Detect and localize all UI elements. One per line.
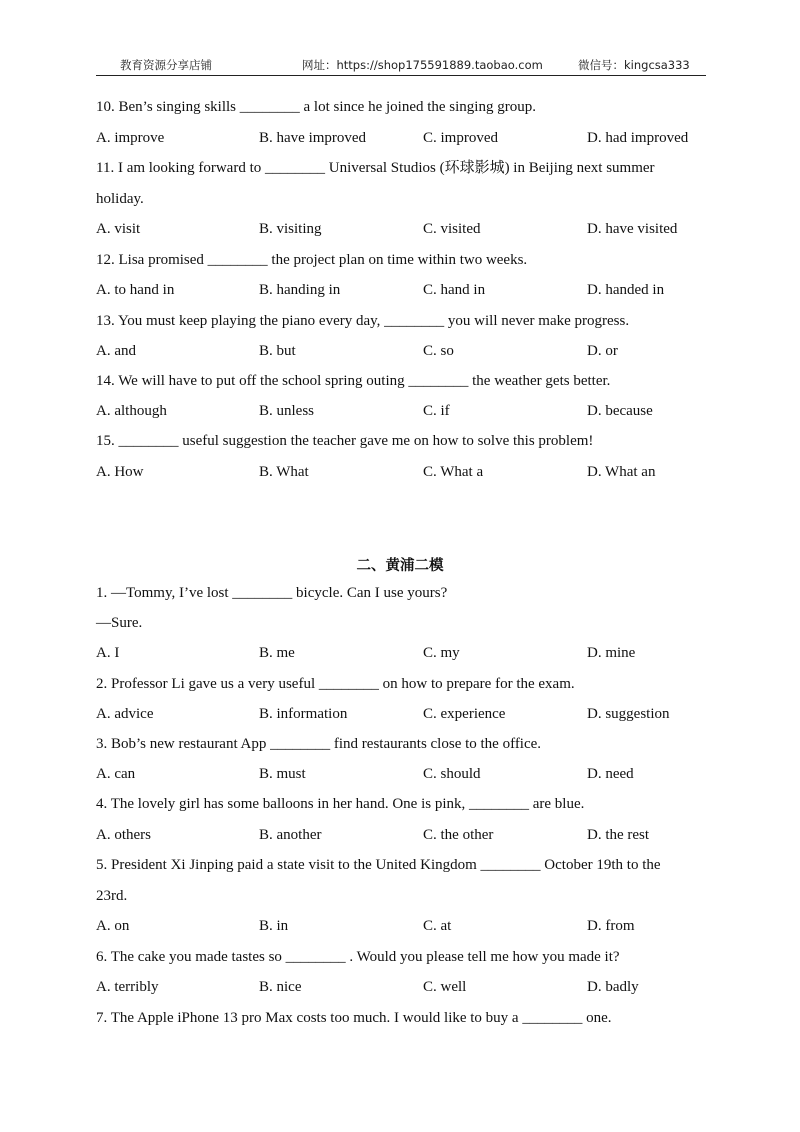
q4-option-b: B. another bbox=[259, 827, 322, 843]
section-title: 二、黄浦二模 bbox=[356, 558, 444, 574]
q5-option-d: D. from bbox=[587, 918, 635, 934]
question-12: 12. Lisa promised ________ the project plan on time within two weeks. bbox=[96, 252, 528, 268]
question-7: 7. The Apple iPhone 13 pro Max costs too much. I would like to buy a ________ one. bbox=[96, 1010, 612, 1026]
q13-option-c: C. so bbox=[423, 343, 454, 359]
q3-option-d: D. need bbox=[587, 766, 634, 782]
q14-option-a: A. although bbox=[96, 403, 167, 419]
q6-option-d: D. badly bbox=[587, 979, 639, 995]
question-3: 3. Bob’s new restaurant App ________ find restaurants close to the office. bbox=[96, 736, 542, 752]
question-13: 13. You must keep playing the piano every day, ________ you will never make progress. bbox=[96, 313, 630, 329]
question-5: 5. President Xi Jinping paid a state visit to the United Kingdom ________ October 19th to the bbox=[96, 857, 661, 873]
q6-option-c: C. well bbox=[423, 979, 467, 995]
q10-option-a: A. improve bbox=[96, 130, 165, 146]
q10-option-c: C. improved bbox=[423, 130, 498, 146]
q13-option-a: A. and bbox=[96, 343, 136, 359]
q2-option-a: A. advice bbox=[96, 706, 154, 722]
q12-option-b: B. handing in bbox=[259, 282, 341, 298]
q10-option-b: B. have improved bbox=[259, 130, 367, 146]
q2-option-d: D. suggestion bbox=[587, 706, 670, 722]
q2-option-c: C. experience bbox=[423, 706, 506, 722]
q11-option-d: D. have visited bbox=[587, 221, 678, 237]
header-website: 网址：https://shop175591889.taobao.com bbox=[302, 58, 543, 72]
q12-option-d: D. handed in bbox=[587, 282, 665, 298]
q10-option-d: D. had improved bbox=[587, 130, 689, 146]
question-4: 4. The lovely girl has some balloons in her hand. One is pink, ________ are blue. bbox=[96, 796, 585, 812]
q1-option-c: C. my bbox=[423, 645, 460, 661]
question-11-continued: holiday. bbox=[96, 191, 144, 207]
question-1: 1. —Tommy, I’ve lost ________ bicycle. Can I use yours? bbox=[96, 585, 448, 601]
question-11: 11. I am looking forward to ________ Universal Studios (环球影城) in Beijing next summer bbox=[96, 160, 655, 176]
q4-option-a: A. others bbox=[96, 827, 151, 843]
q15-option-c: C. What a bbox=[423, 464, 484, 480]
q15-option-d: D. What an bbox=[587, 464, 656, 480]
question-2: 2. Professor Li gave us a very useful ________ on how to prepare for the exam. bbox=[96, 676, 575, 692]
q6-option-a: A. terribly bbox=[96, 979, 159, 995]
question-15: 15. ________ useful suggestion the teacher gave me on how to solve this problem! bbox=[96, 433, 594, 449]
q1-option-d: D. mine bbox=[587, 645, 636, 661]
q11-option-a: A. visit bbox=[96, 221, 141, 237]
q2-option-b: B. information bbox=[259, 706, 348, 722]
q3-option-a: A. can bbox=[96, 766, 136, 782]
q13-option-d: D. or bbox=[587, 343, 618, 359]
q12-option-c: C. hand in bbox=[423, 282, 486, 298]
header-wechat: 微信号：kingcsa333 bbox=[578, 58, 690, 72]
q4-option-d: D. the rest bbox=[587, 827, 650, 843]
q14-option-c: C. if bbox=[423, 403, 450, 419]
q5-option-c: C. at bbox=[423, 918, 452, 934]
question-5-continued: 23rd. bbox=[96, 888, 128, 904]
q4-option-c: C. the other bbox=[423, 827, 494, 843]
q15-option-b: B. What bbox=[259, 464, 309, 480]
q6-option-b: B. nice bbox=[259, 979, 302, 995]
question-14: 14. We will have to put off the school spring outing ________ the weather gets better. bbox=[96, 373, 611, 389]
question-6: 6. The cake you made tastes so ________ . Would you please tell me how you made it? bbox=[96, 949, 620, 965]
q3-option-c: C. should bbox=[423, 766, 481, 782]
q1-option-a: A. I bbox=[96, 645, 120, 661]
header-shop-name: 教育资源分享店铺 bbox=[120, 58, 212, 72]
question-10: 10. Ben’s singing skills ________ a lot since he joined the singing group. bbox=[96, 99, 536, 115]
q11-option-b: B. visiting bbox=[259, 221, 322, 237]
q13-option-b: B. but bbox=[259, 343, 296, 359]
q5-option-a: A. on bbox=[96, 918, 130, 934]
q5-option-b: B. in bbox=[259, 918, 289, 934]
q14-option-b: B. unless bbox=[259, 403, 315, 419]
question-1-reply: —Sure. bbox=[96, 615, 143, 631]
q1-option-b: B. me bbox=[259, 645, 295, 661]
q12-option-a: A. to hand in bbox=[96, 282, 175, 298]
q15-option-a: A. How bbox=[96, 464, 144, 480]
q14-option-d: D. because bbox=[587, 403, 653, 419]
q11-option-c: C. visited bbox=[423, 221, 481, 237]
q3-option-b: B. must bbox=[259, 766, 306, 782]
page-header bbox=[96, 57, 706, 76]
